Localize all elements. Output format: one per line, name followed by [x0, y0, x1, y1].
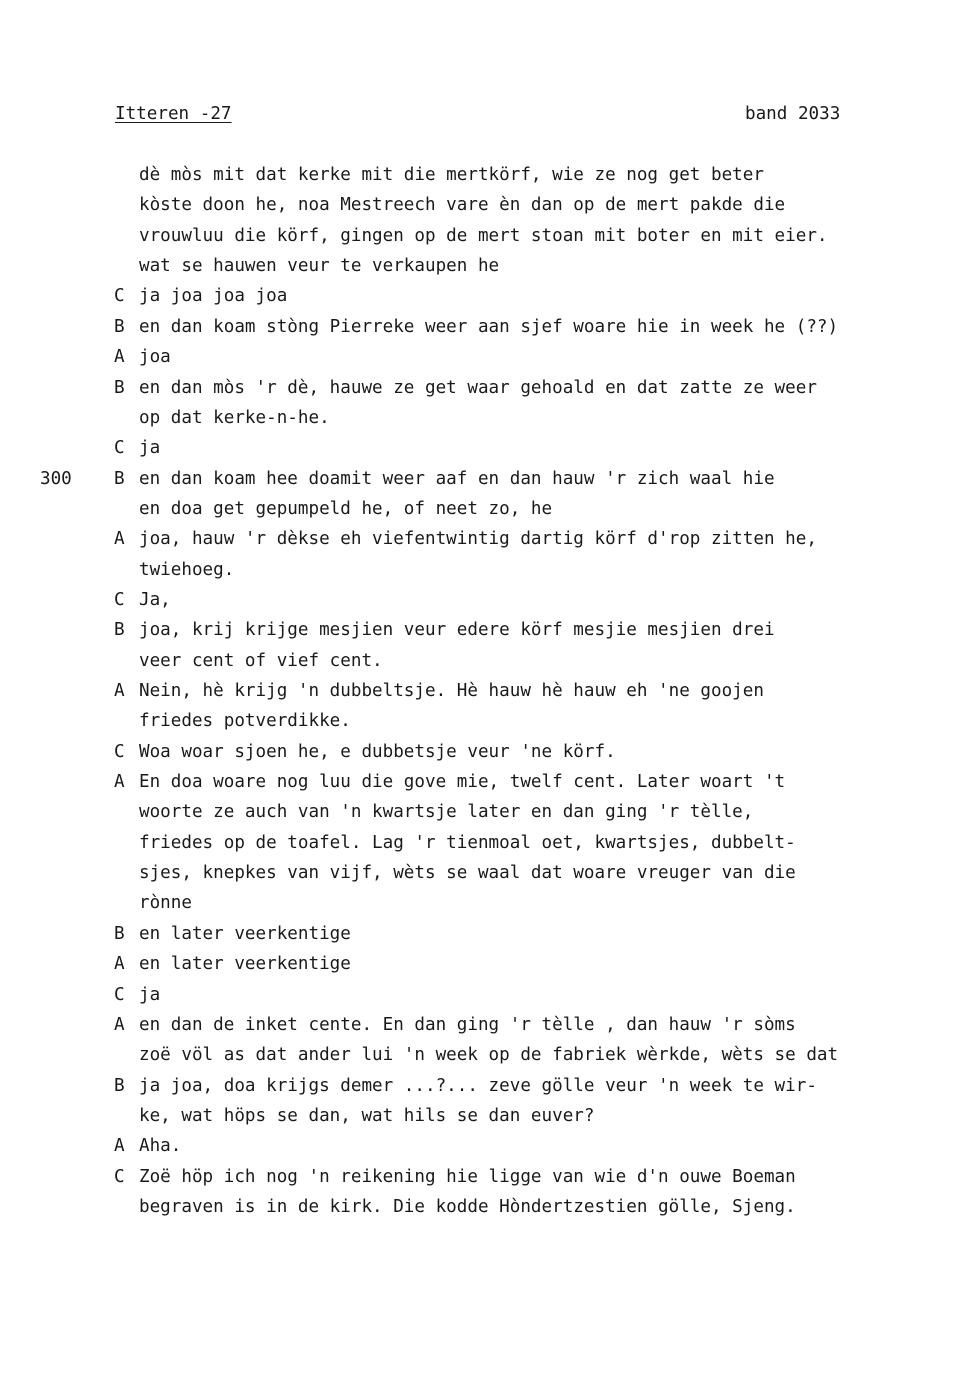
line-text: en doa get gepumpeld he, of neet zo, he: [139, 498, 553, 519]
line-text: joa, krij krijge mesjien veur edere körf mesjie mesjien drei: [139, 620, 775, 641]
speaker-label: B: [114, 1075, 125, 1096]
line-text: joa: [139, 347, 171, 368]
line-text: rònne: [139, 893, 192, 914]
line-text: en later veerkentige: [139, 923, 351, 944]
speaker-label: C: [114, 286, 125, 307]
line-text: ja: [139, 984, 161, 1005]
speaker-label: C: [114, 984, 125, 1005]
speaker-label: A: [114, 1014, 125, 1035]
line-text: Zoë höp ich nog 'n reikening hie ligge van wie d'n ouwe Boeman: [139, 1166, 796, 1187]
tape-number: band 2033: [745, 104, 841, 124]
line-text: sjes, knepkes van vijf, wèts se waal dat woare vreuger van die: [139, 863, 796, 884]
line-text: twiehoeg.: [139, 559, 235, 580]
line-text: ja joa, doa krijgs demer ...?... zeve gölle veur 'n week te wir-: [139, 1075, 817, 1096]
line-text: kòste doon he, noa Mestreech vare èn dan op de mert pakde die: [139, 195, 786, 216]
speaker-label: A: [114, 347, 125, 368]
line-text: dè mòs mit dat kerke mit die mertkörf, wie ze nog get beter: [139, 165, 764, 185]
speaker-label: C: [114, 589, 125, 610]
line-text: veer cent of vief cent.: [139, 650, 383, 671]
line-text: Nein, hè krijg 'n dubbeltsje. Hè hauw hè hauw eh 'ne goojen: [139, 681, 764, 701]
line-text: en dan koam hee doamit weer aaf en dan hauw 'r zich waal hie: [139, 468, 775, 489]
line-text: ja: [139, 438, 161, 459]
line-text: friedes potverdikke.: [139, 711, 351, 732]
line-text: zoë völ as dat ander lui 'n week op de fabriek wèrkde, wèts se dat: [139, 1045, 839, 1066]
line-text: Aha.: [139, 1136, 182, 1157]
line-text: En doa woare nog luu die gove mie, twelf cent. Later woart 't: [139, 772, 786, 792]
line-text: woorte ze auch van 'n kwartsje later en dan ging 'r tèlle,: [139, 802, 754, 823]
line-text: Woa woar sjoen he, e dubbetsje veur 'ne körf.: [139, 741, 616, 762]
speaker-label: C: [114, 741, 125, 762]
line-text: begraven is in de kirk. Die kodde Hòndertzestien gölle, Sjeng.: [139, 1196, 796, 1217]
line-text: en dan koam stòng Pierreke weer aan sjef woare hie in week he (??): [139, 316, 839, 337]
speaker-label: B: [114, 620, 125, 641]
speaker-label: B: [114, 316, 125, 337]
line-text: friedes op de toafel. Lag 'r tienmoal oet, kwartsjes, dubbelt-: [139, 832, 796, 853]
speaker-label: B: [114, 377, 125, 398]
document-title: Itteren -27: [115, 104, 232, 124]
speaker-label: A: [114, 1136, 125, 1157]
speaker-label: C: [114, 438, 125, 459]
line-text: ja joa joa joa: [139, 286, 288, 307]
line-number: 300: [40, 468, 72, 489]
line-text: joa, hauw 'r dèkse eh viefentwintig dartig körf d'rop zitten he,: [139, 529, 817, 550]
speaker-label: A: [114, 681, 125, 701]
speaker-label: B: [114, 468, 125, 489]
speaker-label: B: [114, 923, 125, 944]
speaker-label: A: [114, 529, 125, 550]
speaker-label: A: [114, 954, 125, 975]
speaker-label: A: [114, 772, 125, 792]
speaker-label: C: [114, 1166, 125, 1187]
line-text: Ja,: [139, 589, 171, 610]
line-text: wat se hauwen veur te verkaupen he: [139, 256, 500, 277]
line-text: ke, wat höps se dan, wat hils se dan euver?: [139, 1105, 595, 1126]
line-text: en later veerkentige: [139, 954, 351, 975]
line-text: vrouwluu die körf, gingen op de mert stoan mit boter en mit eier.: [139, 225, 828, 246]
line-text: en dan de inket cente. En dan ging 'r tèlle , dan hauw 'r sòms: [139, 1014, 796, 1035]
line-text: en dan mòs 'r dè, hauwe ze get waar gehoald en dat zatte ze weer: [139, 377, 817, 398]
line-text: op dat kerke-n-he.: [139, 407, 330, 428]
